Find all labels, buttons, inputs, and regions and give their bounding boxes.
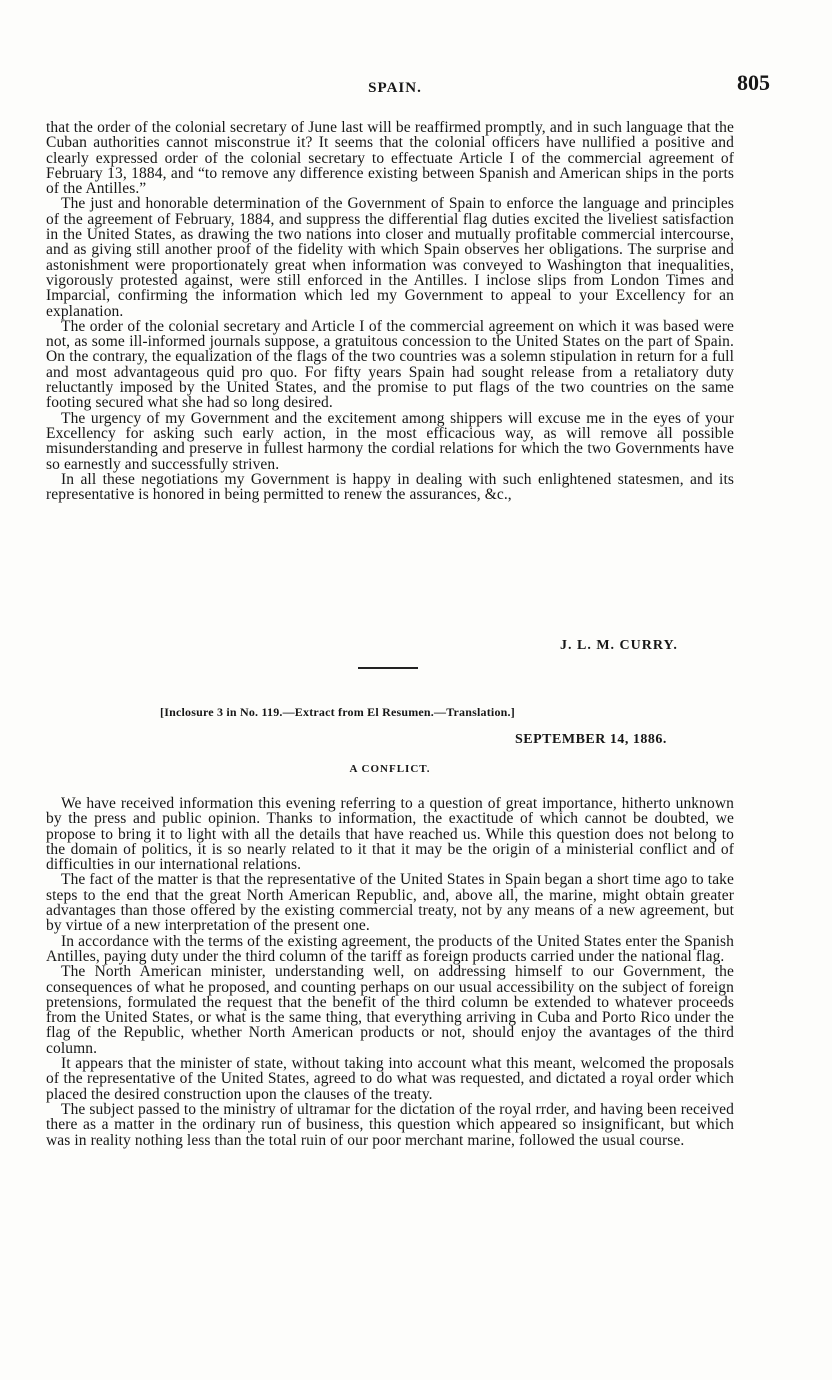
letter-body: [46, 120, 734, 502]
article-paragraph-6: The subject passed to the ministry of ultramar for the dictation of the royal rrder, and having been received there as a matter in the ordinary run of business, this question which appeared so insignificant, but which was in reality nothing less than the total ruin of our poor merchant marine, followed the usual course.: [46, 1100, 734, 1149]
letter-paragraph-1: that the order of the colonial secretary of June last will be reaffirmed promptly, and in such language that the Cuban authorities cannot misconstrue it? It seems that the colonial officers have nullified a positive and clearly expressed order of the colonial secretary to effectuate Article I of the commercial agreement of February 13, 1884, and “to remove any difference existing between Spanish and American ships in the ports of the Antilles.”: [46, 119, 734, 198]
article-paragraph-5: It appears that the minister of state, without taking into account what this meant, welcomed the proposals of the representative of the United States, agreed to do what was requested, and dictated a royal order which placed the desired construction upon the clauses of the treaty.: [46, 1055, 734, 1103]
running-header: SPAIN.: [368, 80, 422, 96]
letter-paragraph-4: The urgency of my Government and the excitement among shippers will excuse me in the eyes of your Excellency for asking such early action, in the most efficacious way, as will remove all possible misunderstanding and preserve in fullest harmony the cordial relations for which the two Governments have so earnestly and successfully striven.: [46, 409, 734, 473]
article-paragraph-3: In accordance with the terms of the existing agreement, the products of the United States enter the Spanish Antilles, paying duty under the third column of the tariff as foreign products carried under the national flag.: [46, 932, 734, 965]
section-divider: [358, 667, 418, 669]
letter-paragraph-5: In all these negotiations my Government is happy in dealing with such enlightened statesmen, and its representative is honored in being permitted to renew the assurances, &c.,: [46, 470, 734, 504]
signature: J. L. M. CURRY.: [560, 638, 678, 653]
article-body: [46, 796, 734, 1148]
article-paragraph-4: The North American minister, understanding well, on addressing himself to our Government, the consequences of what he proposed, and counting perhaps on our usual accessibility on the subject of foreign pretensions, formulated the request that the benefit of the third column be extended to whatever proceeds from the United States, or what is the same thing, that everything arriving in Cuba and Porto Rico under the flag of the Republic, whether North American products or not, should enjoy the avantages of the third column.: [46, 963, 734, 1057]
enclosure-heading: [Inclosure 3 in No. 119.—Extract from El Resumen.—Translation.]: [160, 705, 515, 719]
article-title: A CONFLICT.: [349, 763, 431, 775]
dateline: SEPTEMBER 14, 1886.: [515, 732, 667, 747]
letter-paragraph-2: The just and honorable determination of the Government of Spain to enforce the language and principles of the agreement of February, 1884, and suppress the differential flag duties excited the liveliest satisfaction in the United States, as drawing the two nations into closer and mutually profitable commercial intercourse, and as giving still another proof of the fidelity with which Spain observes her obligations. The surprise and astonishment were proportionately great when information was conveyed to Washington that inequalities, vigorously protested against, were still enforced in the Antilles. I inclose slips from London Times and Imparcial, confirming the information which led my Government to appeal to your Excellency for an explanation.: [46, 195, 734, 320]
page-number: 805: [737, 70, 770, 95]
article-paragraph-1: We have received information this evening referring to a question of great importance, hitherto unknown by the press and public opinion. Thanks to information, the exactitude of which cannot be doubted, we propose to bring it to light with all the details that have reached us. While this question does not belong to the domain of politics, it is so nearly related to it that it may be the origin of a ministerial conflict and of difficulties in our international relations.: [46, 795, 734, 874]
letter-paragraph-3: The order of the colonial secretary and Article I of the commercial agreement on which it was based were not, as some ill-informed journals suppose, a gratuitous concession to the United States on the part of Spain. On the contrary, the equalization of the flags of the two countries was a solemn stipulation in return for a full and most advantageous quid pro quo. For fifty years Spain had sought release from a retaliatory duty reluctantly imposed by the United States, and the promise to put flags of the two countries on the same footing secured what she had so long desired.: [46, 317, 734, 412]
article-paragraph-2: The fact of the matter is that the representative of the United States in Spain began a short time ago to take steps to the end that the great North American Republic, and, above all, the marine, might obtain greater advantages than those offered by the existing commercial treaty, not by any means of a new agreement, but by virtue of a new interpretation of the present one.: [46, 871, 734, 935]
